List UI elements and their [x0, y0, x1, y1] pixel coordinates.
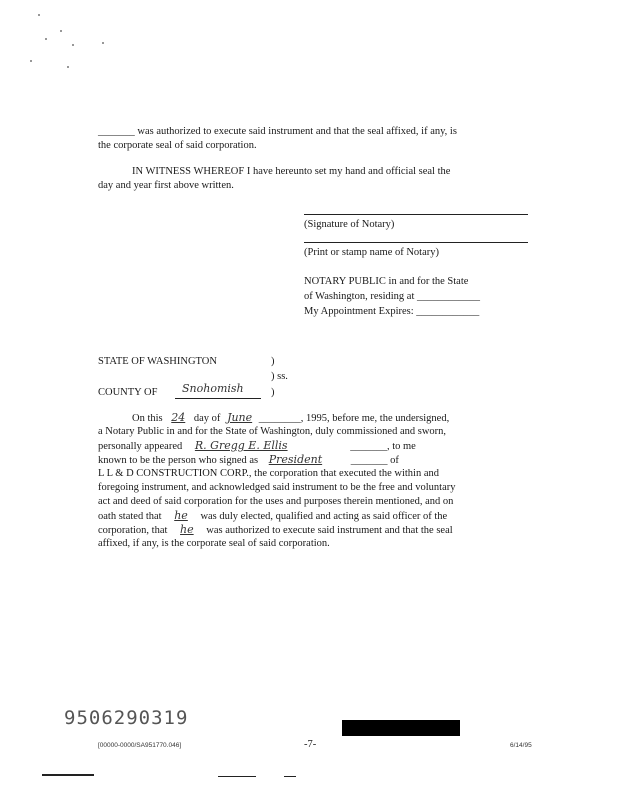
venue-paren: )	[271, 356, 275, 367]
ack-text: was authorized to execute said instrument and that the seal	[206, 525, 453, 536]
ack-text: oath stated that	[98, 511, 162, 522]
scan-speck	[30, 60, 32, 62]
stamp-number: 9506290319	[64, 707, 189, 729]
ack-text: known to be the person who signed as	[98, 455, 259, 466]
ack-text: personally appeared	[98, 441, 183, 452]
ack-text: day of	[193, 413, 221, 424]
witness-line-1: IN WITNESS WHEREOF I have hereunto set my hand and official seal the	[132, 166, 451, 177]
venue-paren: )	[271, 387, 275, 398]
ss-label: ) ss.	[271, 371, 288, 382]
state-label: STATE OF WASHINGTON	[98, 356, 217, 367]
ack-line-8	[98, 509, 447, 524]
print-name-label: (Print or stamp name of Notary)	[304, 247, 440, 258]
handwritten-he: he	[174, 509, 188, 522]
signature-line	[304, 214, 528, 215]
print-name-line	[304, 242, 528, 243]
ack-line-10: affixed, if any, is the corporate seal of said corporation.	[98, 538, 330, 549]
ack-text: was duly elected, qualified and acting as said officer of the	[200, 511, 448, 522]
handwritten-title: President	[268, 453, 323, 466]
county-label: COUNTY OF	[98, 387, 158, 398]
ack-line-2: a Notary Public in and for the State of Washington, duly commissioned and sworn,	[98, 426, 447, 437]
county-underline	[175, 398, 261, 399]
scan-speck	[72, 44, 74, 46]
redaction-bar	[342, 720, 460, 736]
ack-text: On this	[132, 413, 163, 424]
notary-public-line-2: of Washington, residing at ____________	[304, 291, 480, 302]
scan-speck	[102, 42, 104, 44]
scan-speck	[60, 30, 62, 32]
signature-label: (Signature of Notary)	[304, 219, 395, 230]
ack-line-3	[98, 439, 416, 454]
document-code: [00000-0000/SA951770.046]	[98, 742, 182, 749]
ack-line-4	[98, 453, 399, 468]
scan-bottom-mark	[284, 776, 296, 777]
scan-bottom-mark	[218, 776, 256, 777]
ack-text: ________, 1995, before me, the undersigned,	[258, 413, 450, 424]
blank-line: _______	[98, 126, 135, 137]
handwritten-day: 24	[171, 411, 186, 424]
scan-speck	[67, 66, 69, 68]
ack-line-7: act and deed of said corporation for the uses and purposes therein mentioned, and on	[98, 496, 454, 507]
witness-line-2: day and year first above written.	[98, 180, 234, 191]
ack-line-1	[132, 411, 449, 426]
ack-line-5: L L & D CONSTRUCTION CORP., the corporation that executed the within and	[98, 468, 440, 479]
appointment-expires: My Appointment Expires: ____________	[304, 306, 480, 317]
scan-speck	[45, 38, 47, 40]
ack-line-9	[98, 523, 453, 538]
ack-text: _______, to me	[350, 441, 416, 452]
paragraph-text: was authorized to execute said instrument and that the seal affixed, if any, is	[137, 126, 457, 137]
notary-public-line-1: NOTARY PUBLIC in and for the State	[304, 276, 469, 287]
ack-text: corporation, that	[98, 525, 168, 536]
page-number: -7-	[304, 739, 317, 750]
county-handwritten: Snohomish	[182, 382, 244, 395]
ack-text: _______ of	[350, 455, 399, 466]
footer-date: 6/14/95	[510, 742, 532, 749]
scan-bottom-mark	[42, 774, 94, 776]
ack-line-6: foregoing instrument, and acknowledged said instrument to be the free and voluntary	[98, 482, 456, 493]
handwritten-name: R. Gregg E. Ellis	[194, 439, 288, 452]
scan-speck	[38, 14, 40, 16]
handwritten-he: he	[180, 523, 194, 536]
paragraph-text: the corporate seal of said corporation.	[98, 140, 257, 151]
handwritten-month: June	[227, 411, 253, 424]
paragraph-corporate-seal	[98, 125, 457, 139]
